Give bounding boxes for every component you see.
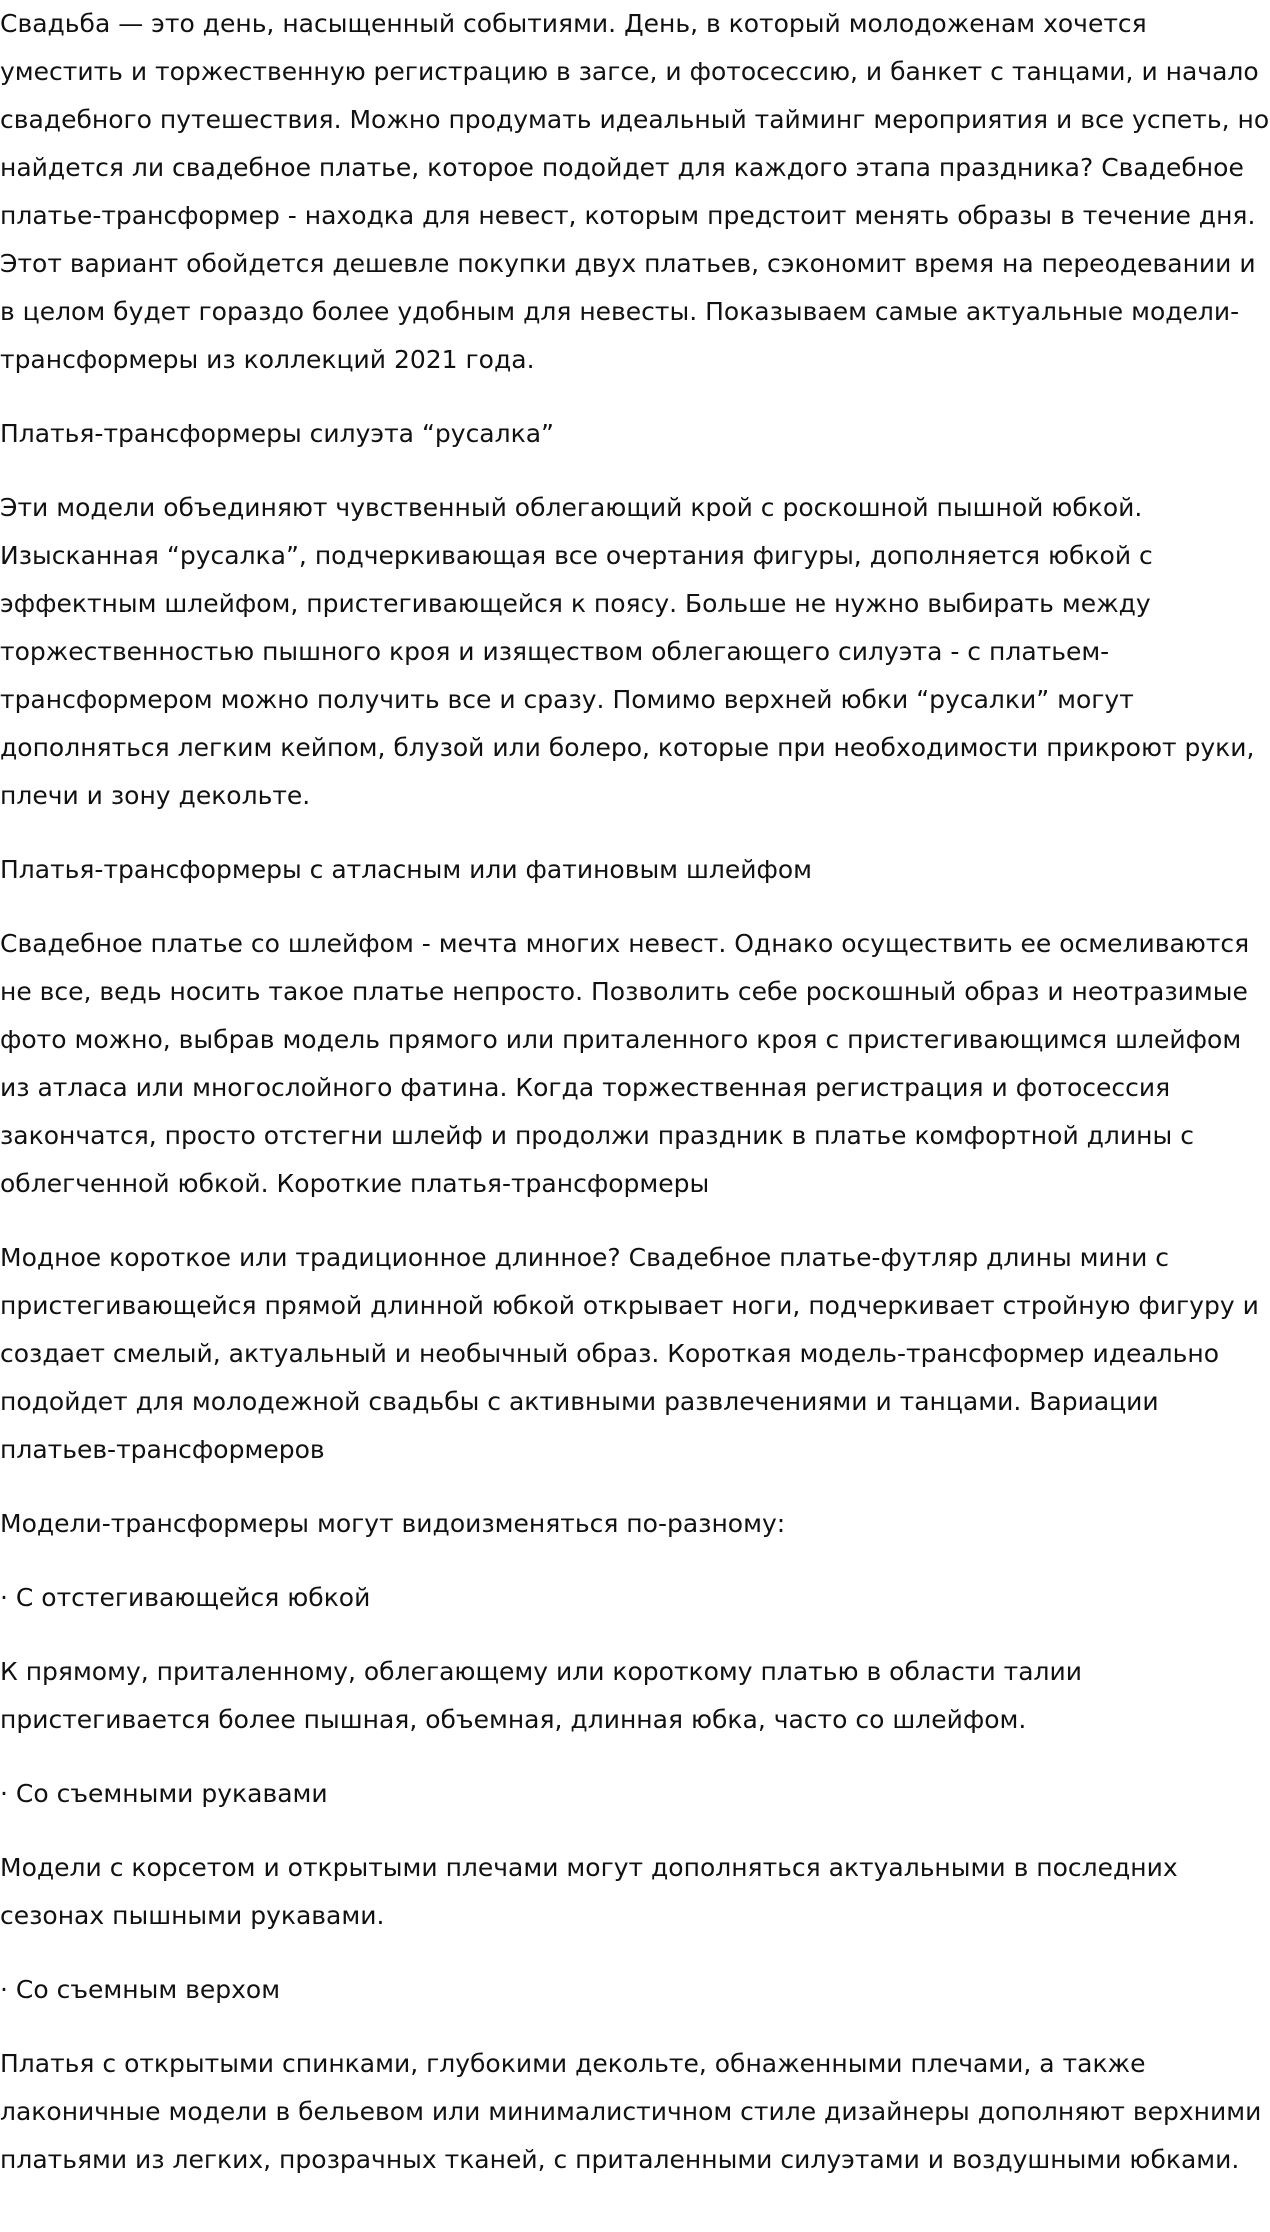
short-dresses-paragraph: Модное короткое или традиционное длинное? Свадебное платье-футляр длины мини с пристегивающейся прямой длинной юбкой открывает ноги, подчеркивает стройную фигуру и создает смелый, актуальный и необычный образ. Короткая модель-трансформер идеально подойдет для молодежной свадьбы с активными развлечениями и танцами. Вариации платьев-трансформеров	[0, 1243, 1259, 1464]
list-item-detachable-sleeves: · Со съемными рукавами	[0, 1779, 328, 1808]
list-item-detachable-top: · Со съемным верхом	[0, 1975, 281, 2004]
mermaid-paragraph: Эти модели объединяют чувственный облегающий крой с роскошной пышной юбкой. Изысканная “русалка”, подчеркивающая все очертания фигуры, дополняется юбкой с эффектным шлейфом, пристегивающейся к поясу. Больше не нужно выбирать между торжественностью пышного кроя и изяществом облегающего силуэта - с платьем-трансформером можно получить все и сразу. Помимо верхней юбки “русалки” могут дополняться легким кейпом, блузой или болеро, которые при необходимости прикроют руки, плечи и зону декольте.	[0, 493, 1255, 810]
intro-paragraph: Свадьба — это день, насыщенный событиями. День, в который молодоженам хочется уместить и торжественную регистрацию в загсе, и фотосессию, и банкет с танцами, и начало свадебного путешествия. Можно продумать идеальный тайминг мероприятия и все успеть, но найдется ли свадебное платье, которое подойдет для каждого этапа праздника? Свадебное платье-трансформер - находка для невест, которым предстоит менять образы в течение дня. Этот вариант обойдется дешевле покупки двух платьев, сэкономит время на переодевании и в целом будет гораздо более удобным для невесты. Показываем самые актуальные модели-трансформеры из коллекций 2021 года.	[0, 9, 1270, 374]
train-paragraph: Свадебное платье со шлейфом - мечта многих невест. Однако осуществить ее осмеливаются не все, ведь носить такое платье непросто. Позволить себе роскошный образ и неотразимые фото можно, выбрав модель прямого или приталенного кроя с пристегивающимся шлейфом из атласа или многослойного фатина. Когда торжественная регистрация и фотосессия закончатся, просто отстегни шлейф и продолжи праздник в платье комфортной длины с облегченной юбкой. Короткие платья-трансформеры	[0, 929, 1250, 1198]
section-heading-train: Платья-трансформеры с атласным или фатиновым шлейфом	[0, 855, 812, 884]
detachable-skirt-paragraph: К прямому, приталенному, облегающему или короткому платью в области талии пристегивается более пышная, объемная, длинная юбка, часто со шлейфом.	[0, 1657, 1083, 1734]
detachable-sleeves-paragraph: Модели с корсетом и открытыми плечами могут дополняться актуальными в последних сезонах пышными рукавами.	[0, 1853, 1178, 1930]
detachable-top-paragraph: Платья с открытыми спинками, глубокими декольте, обнаженными плечами, а также лаконичные модели в бельевом или минималистичном стиле дизайнеры дополняют верхними платьями из легких, прозрачных тканей, с приталенными силуэтами и воздушными юбками.	[0, 2049, 1262, 2174]
list-item-detachable-skirt: · С отстегивающейся юбкой	[0, 1583, 371, 1612]
section-heading-mermaid: Платья-трансформеры силуэта “русалка”	[0, 419, 554, 448]
variations-intro: Модели-трансформеры могут видоизменяться по-разному:	[0, 1509, 786, 1538]
